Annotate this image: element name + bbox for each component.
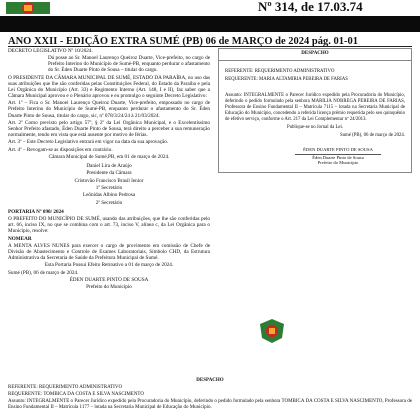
portaria-title: PORTARIA Nº 090/ 2024	[8, 208, 64, 215]
signature-stamp	[295, 147, 381, 166]
signer-1-role: Presidente da Câmara	[86, 170, 132, 177]
despacho-ref: REFERENTE: REQUERIMENTO ADMINISTRATIVO	[225, 69, 335, 74]
despacho-2-title: DESPACHO	[196, 378, 224, 383]
decreto-art3: Art. 3º – Este Decreto Legislativo entrará em vigor na data da sua aprovação.	[8, 139, 169, 146]
portaria-vigencia: Esta Portaria Possui Efeito Retroativo a 01 de março de 2024.	[44, 262, 174, 269]
signer-2-name: Cristovão Francisco Brasil Ienior	[74, 177, 144, 184]
portaria-date: Sumé (PB), 06 de março de 2024.	[8, 269, 79, 276]
despacho-signer-name: Éden Duarte Pinto de Sousa	[312, 155, 364, 161]
header-band	[0, 16, 420, 32]
despacho-box	[218, 48, 412, 173]
signer-2-role: 1º Secretário	[95, 184, 123, 191]
signer-1-name: Daniel Lira de Araújo	[86, 163, 132, 170]
despacho-signer-role: Prefeito do Município	[317, 160, 359, 166]
portaria-body: O PREFEITO DO MUNICÍPIO DE SUMÉ, usando das atribuições, que lhe são conferidas pelo art. 66, inciso IX, no que se combina com o art. 73, inciso V, alínea c, da Lei Orgânica para o Município, resolve:	[8, 216, 210, 235]
despacho-date: Sumé (PB), 06 de março de 2024.	[339, 133, 405, 138]
despacho-2-ref: REFERENTE: REQUERIMENTO ADMINISTRATIVO	[8, 385, 123, 390]
portaria-signer-name: ÉDEN DUARTE PINTO DE SOUSA	[69, 276, 149, 283]
right-column	[218, 48, 412, 173]
left-column	[8, 48, 210, 291]
decreto-art1: Art. 1º – Fica o Sr. Manoel Laurenço Queiroz Duarte, Vice-prefeito, empossado no cargo de Prefeito Interino do Município de Sumé-PB, enquanto perdurar o afastamento do Sr. Éden Duarte Pinto de Sousa, titular do cargo, sic, nº 078/3/24/24 à 21/03/2024.	[8, 100, 210, 119]
decreto-title: DECRETO LEGISLATIVO Nº 10/2024.	[8, 48, 93, 54]
edition-line: ANO XXII - EDIÇÃO EXTRA SUMÉ (PB) 06 de MARÇO de 2024 pág. 01-01	[8, 36, 359, 47]
despacho-2-block	[8, 378, 412, 412]
decreto-intro: Dá posse ao Sr. Manoel Laurenço Queiroz Duarte, Vice-prefeito, no cargo de Prefeito Interino do Município de Sumé-PB, enquanto perdurar o afastamento do Sr. Éden Duarte Pinto de Sousa – titular do cargo.	[48, 55, 210, 74]
despacho-req: REQUERENTE: MARIA ALTAMIRIA PEREIRA DE FARIAS	[225, 77, 348, 82]
decreto-preamble: O PRESIDENTE DA CÂMARA MUNICIPAL DE SUMÉ, ESTADO DA PARAÍBA, no uso das suas atribuições que lhe são conferidas pelas Constituições Federal, do Estado da Paraíba e pela Lei Orgânica do Município (Art. 33) e Regimento Interno (Art. 148, I e II), faz saber que a Câmara Municipal aprovou e o Plenário aprovou e eu promulgo o seguinte Decreto Legislativo:	[8, 74, 210, 100]
portaria-signer-role: Prefeito do Município	[86, 284, 132, 291]
decreto-art2: Art. 2º Como previsto pelo artigo 57º, § 2º da Lei Orgânica Municipal, e o Excelentíssimo Senhor Prefeito afastado, Éden Duarte Pinto de Sousa, terá direito a perceber a sua remuneração normalmente, tendo em vista que está ausente por motivo de férias.	[8, 119, 210, 138]
stamp-text: ÉDEN DUARTE PINTO DE SOUSA	[303, 147, 373, 152]
despacho-2-body: Assunto: INTEGRALMENTE o Parecer Jurídico expedido pela Procuradoria do Município, deferindo o pedido formulado pela senhora TOMBICA DA COSTA E SILVA NASCIMENTO, Professora de Ensino Fundamental II – Matrícula 1177 – lotada na Secretaria Municipal de Educação do Município.	[8, 399, 412, 410]
despacho-title: DESPACHO	[219, 49, 411, 61]
despacho-body: Assunto: INTEGRALMENTE o Parecer Jurídico expedido pela Procuradoria do Município, deferindo o pedido formulado pela senhora MARILIA NOBREGA PEREIRA DE FARIAS, Professora de Ensino Fundamental II – Matrícula 7115 – lotada na Secretaria Municipal de Educação do Município, concedendo a referida licença prêmio requerida pelo seu quinquênio de efetivo serviço, conforme o Art. 217 da Lei Complementar nº 24/2013.	[225, 93, 405, 122]
header-rule	[8, 46, 412, 47]
despacho-2-req: REQUERENTE: TOMBICA DA COSTA E SILVA NASCIMENTO	[8, 392, 145, 397]
decreto-place-date: Câmara Municipal de Sumé,PB, em 01 de março de 2024.	[48, 153, 170, 160]
municipal-crest-icon	[6, 0, 50, 16]
signer-3-role: 2º Secretário	[95, 199, 123, 206]
signer-3-name: Leônidas Albino Pedrosa	[82, 192, 136, 199]
issue-number: Nº 314, de 17.03.74	[258, 0, 363, 14]
despacho-publique: Publique-se no Jornal da Lei.	[286, 125, 344, 130]
portaria-nomear: NOMEAR	[8, 235, 32, 242]
municipal-crest-icon	[258, 318, 286, 344]
decreto-art4: Art. 4º – Revogam-se as disposições em contrário.	[8, 146, 113, 153]
portaria-nomeacao: A MENTA ALVES NUNES para exercer o cargo de provimento em comissão de Chefe de Divisão de Abastecimento e Controle de Exames Laboratoriais, Símbolo CHD, da Estrutura Administrativa da Secretaria de Saúde da Prefeitura Municipal de Sumé.	[8, 242, 210, 261]
